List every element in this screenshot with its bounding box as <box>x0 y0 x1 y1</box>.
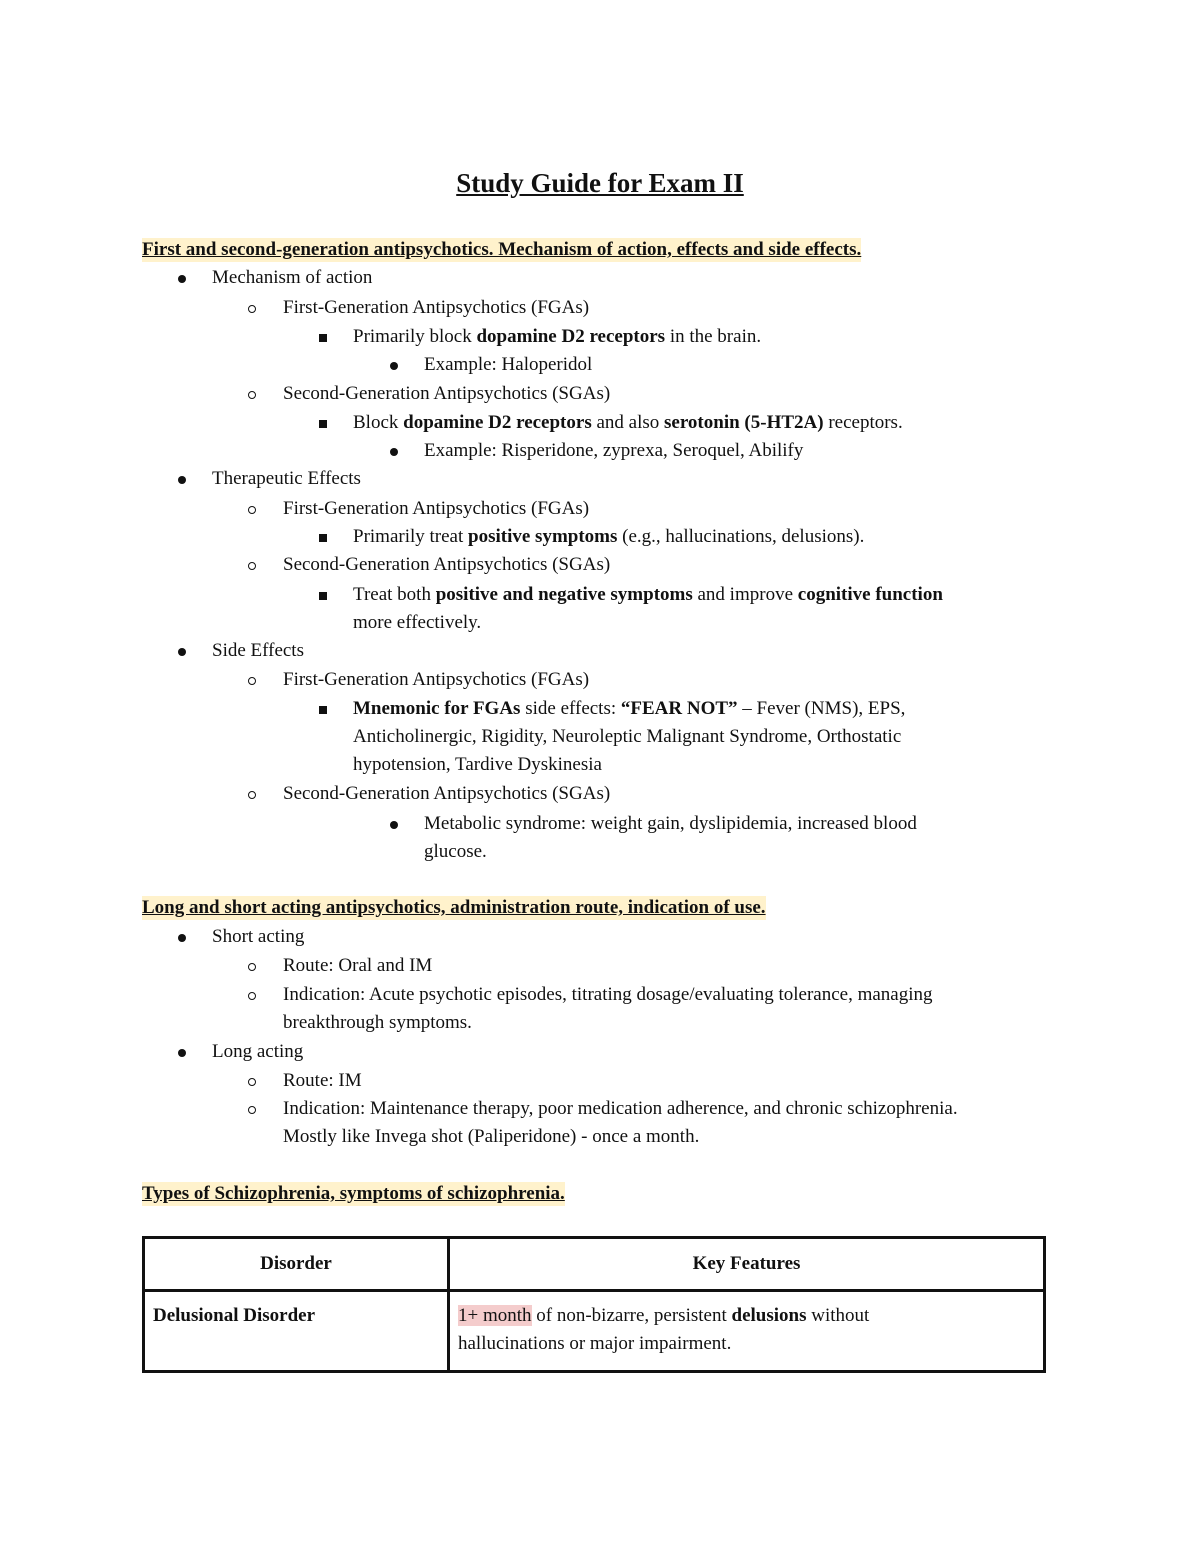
list-item: Second-Generation Antipsychotics (SGAs) <box>283 554 611 575</box>
page-title: Study Guide for Exam II <box>456 168 744 198</box>
circle-bullet-icon <box>248 1097 256 1121</box>
list-item: Mnemonic for FGAs side effects: “FEAR NOT” – Fever (NMS), EPS, <box>353 698 906 719</box>
circle-bullet-icon <box>248 553 256 577</box>
section-heading-acting: Long and short acting antipsychotics, administration route, indication of use. <box>142 897 766 918</box>
list-item-continuation: Mostly like Invega shot (Paliperidone) - once a month. <box>283 1126 700 1147</box>
table-header-row <box>144 1238 1045 1291</box>
list-item: Metabolic syndrome: weight gain, dyslipidemia, increased blood <box>424 813 917 834</box>
list-item: Primarily block dopamine D2 receptors in the brain. <box>353 326 762 347</box>
list-item-continuation: more effectively. <box>353 612 482 633</box>
table-cell-disorder: Delusional Disorder <box>144 1291 449 1372</box>
section-heading-antipsychotics: First and second-generation antipsychotics. Mechanism of action, effects and side effects. <box>142 239 862 260</box>
list-item: Mechanism of action <box>212 267 373 288</box>
disc-bullet-icon <box>178 925 186 949</box>
list-item: Primarily treat positive symptoms (e.g., hallucinations, delusions). <box>353 526 865 547</box>
list-item: Side Effects <box>212 640 304 661</box>
square-bullet-icon <box>319 697 327 721</box>
disc-bullet-icon <box>178 266 186 290</box>
circle-bullet-icon <box>248 1069 256 1093</box>
list-item-continuation: hypotension, Tardive Dyskinesia <box>353 754 602 775</box>
circle-bullet-icon <box>248 497 256 521</box>
list-item: First-Generation Antipsychotics (FGAs) <box>283 498 590 519</box>
list-item-continuation: glucose. <box>424 841 487 862</box>
square-bullet-icon <box>319 411 327 435</box>
table-header-cell: Disorder <box>144 1238 449 1291</box>
disc-bullet-icon <box>178 639 186 663</box>
list-item: Therapeutic Effects <box>212 468 361 489</box>
list-item: Second-Generation Antipsychotics (SGAs) <box>283 783 611 804</box>
disc-bullet-icon <box>390 353 398 377</box>
list-item-continuation: Anticholinergic, Rigidity, Neuroleptic Malignant Syndrome, Orthostatic <box>353 726 902 747</box>
list-item: Indication: Acute psychotic episodes, titrating dosage/evaluating tolerance, managing <box>283 984 933 1005</box>
circle-bullet-icon <box>248 668 256 692</box>
list-item: Second-Generation Antipsychotics (SGAs) <box>283 383 611 404</box>
list-item: First-Generation Antipsychotics (FGAs) <box>283 297 590 318</box>
list-item: Route: IM <box>283 1070 362 1091</box>
table-header-cell: Key Features <box>449 1238 1045 1291</box>
table-row <box>144 1291 1045 1372</box>
section-heading-schizophrenia: Types of Schizophrenia, symptoms of schizophrenia. <box>142 1183 565 1204</box>
disc-bullet-icon <box>178 1040 186 1064</box>
circle-bullet-icon <box>248 983 256 1007</box>
circle-bullet-icon <box>248 382 256 406</box>
circle-bullet-icon <box>248 954 256 978</box>
disc-bullet-icon <box>390 812 398 836</box>
disc-bullet-icon <box>390 439 398 463</box>
circle-bullet-icon <box>248 296 256 320</box>
list-item: Short acting <box>212 926 305 947</box>
list-item: Treat both positive and negative symptoms and improve cognitive function <box>353 584 943 605</box>
disc-bullet-icon <box>178 467 186 491</box>
list-item-continuation: breakthrough symptoms. <box>283 1012 472 1033</box>
list-item: Block dopamine D2 receptors and also serotonin (5-HT2A) receptors. <box>353 412 903 433</box>
square-bullet-icon <box>319 325 327 349</box>
square-bullet-icon <box>319 525 327 549</box>
schizophrenia-table <box>142 1236 1046 1373</box>
square-bullet-icon <box>319 583 327 607</box>
list-item: First-Generation Antipsychotics (FGAs) <box>283 669 590 690</box>
list-item: Long acting <box>212 1041 304 1062</box>
table-cell-features: 1+ month of non-bizarre, persistent delusions without hallucinations or major impairment. <box>449 1291 1045 1372</box>
list-item: Example: Haloperidol <box>424 354 593 375</box>
list-item: Route: Oral and IM <box>283 955 433 976</box>
list-item: Example: Risperidone, zyprexa, Seroquel, Abilify <box>424 440 804 461</box>
circle-bullet-icon <box>248 782 256 806</box>
list-item: Indication: Maintenance therapy, poor medication adherence, and chronic schizophrenia. <box>283 1098 958 1119</box>
